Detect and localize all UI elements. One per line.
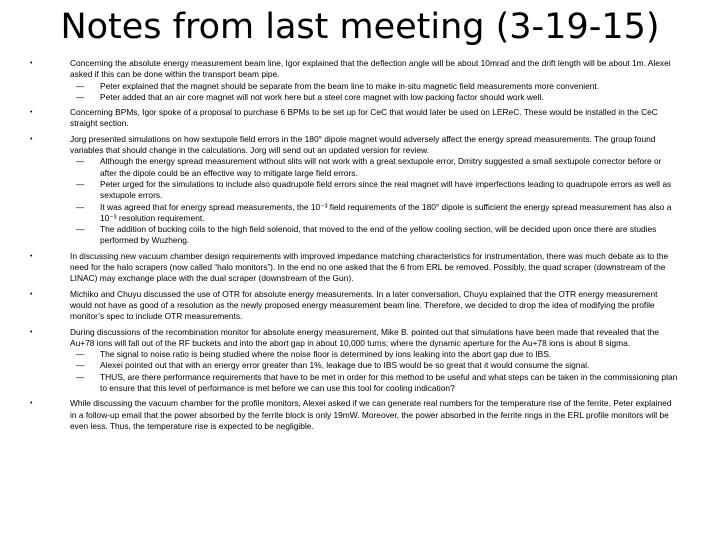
note-item [30, 58, 678, 81]
sub-note-text: THUS, are there performance requirements that have to be met in order for this method to be useful and what steps can be taken in the commissioning plan to ensure that this level of performance is met before we can use this tool for cooling indication? [100, 371, 678, 394]
sub-note-item [30, 372, 678, 395]
bullet-icon: • [30, 109, 33, 117]
note-text: While discussing the vacuum chamber for the profile monitors, Alexei asked if we can generate real numbers for the temperature rise of the ferrite. Peter explained in a follow-up email that the power absorbed by the ferrite block is only 19mW. Moreover, the power absorbed in the ferrite rings in the ERL profile monitors will be even less. Thus, the temperature rise is expected to be negligible. [70, 398, 672, 431]
note-item [30, 251, 678, 285]
sub-note-item [30, 349, 678, 360]
dash-icon: — [76, 360, 85, 371]
note-item [30, 134, 678, 157]
sub-note-text: The signal to noise ratio is being studied where the noise floor is determined by ions leaking into the abort gap due to IBS. [100, 349, 552, 360]
bullet-icon: • [30, 328, 33, 336]
dash-icon: — [76, 349, 85, 360]
sub-note-text: It was agreed that for energy spread measurements, the 10⁻³ field requirements of the 180° dipole is sufficient the energy spread measurement has also a 10⁻³ resolution requirement. [100, 201, 672, 223]
notes-list [30, 58, 678, 432]
slide-title: Notes from last meeting (3-19-15) [60, 7, 660, 47]
bullet-icon: • [30, 400, 33, 408]
dash-icon: — [76, 80, 85, 91]
bullet-icon: • [30, 252, 33, 260]
dash-icon: — [76, 371, 85, 382]
dash-icon: — [76, 91, 85, 102]
dash-icon: — [76, 178, 85, 189]
bullet-icon: • [30, 290, 33, 298]
sub-note-text: Peter explained that the magnet should be separate from the beam line to make in-situ magnetic field measurements more convenient. [100, 80, 600, 91]
sub-note-item [30, 224, 678, 247]
note-item [30, 107, 678, 130]
sub-note-text: Peter urged for the simulations to include also quadrupole field errors since the real magnet will have imperfections leading to quadrupole errors as well as sextupole errors. [100, 178, 672, 201]
sub-note-item [30, 179, 678, 202]
note-text: Michiko and Chuyu discussed the use of OTR for absolute energy measurements. In a later conversation, Chuyu explained that the OTR energy measurement would not have as good of a resolution as the newly proposed energy measurement beam line. Therefore, we decided to drop the idea of modifying the profile monitor’s spec to include OTR measurements. [70, 288, 658, 322]
sub-note-text: Peter added that an air core magnet will not work here but a steel core magnet with low packing factor should work well. [100, 91, 544, 102]
note-item [30, 289, 678, 323]
note-item [30, 327, 678, 350]
sub-note-text: Although the energy spread measurement without slits will not work with a great sextupole error, Dmitry suggested a small sextupole corrector before or after the dipole could be an effective way to mitigate large field errors. [100, 156, 662, 178]
sub-note-text: Alexei pointed out that with an energy error greater than 1%, leakage due to IBS would be so great that it would consume the signal. [100, 360, 590, 371]
sub-note-item [30, 360, 678, 371]
bullet-icon: • [30, 135, 33, 143]
sub-note-item [30, 92, 678, 103]
note-text: Concerning BPMs, Igor spoke of a proposal to purchase 6 BPMs to be set up for CeC that would later be used on LEReC. These would be installed in the CeC straight section. [70, 107, 658, 129]
dash-icon: — [76, 156, 85, 167]
sub-note-item [30, 202, 678, 225]
bullet-icon: • [30, 60, 33, 67]
note-text: Jorg presented simulations on how sextupole field errors in the 180° dipole magnet would adversely affect the energy spread measurements. The group found variables that should change in the calculations. Jorg will send out an updated version for review. [70, 133, 656, 156]
note-text: In discussing new vacuum chamber design requirements with improved impedance matching characteristics for instrumentation, there was much debate as to the need for the halo scrapers (now called “halo monitors”). In the end no one asked that the 6 from ERL be removed. Possibly, the quad scraper (downstream of the LINAC) may exchange place with the dual scraper (downstream of the Gun). [70, 250, 669, 284]
note-text: During discussions of the recombination monitor for absolute energy measurement, Mike B. pointed out that simulations have been made that revealed that the Au+78 ions will fall out of the RF buckets and into the abort gap in about 10,000 turns; where the dynamic aperture for the Au+78 ions is about 8 sigma. [70, 326, 659, 348]
note-item [30, 398, 678, 432]
sub-note-item [30, 81, 678, 92]
note-text: Concerning the absolute energy measurement beam line, Igor explained that the deflection angle will be about 10mrad and the drift length will be about 1m. Alexei asked if this can be done within the transport beam pipe. [70, 58, 671, 80]
dash-icon: — [76, 201, 85, 212]
dash-icon: — [76, 224, 85, 235]
sub-note-item [30, 156, 678, 179]
sub-note-text: The addition of bucking coils to the high field solenoid, that moved to the end of the yellow cooling section, will be decided upon once there are studies performed by Wuzheng. [100, 224, 657, 246]
